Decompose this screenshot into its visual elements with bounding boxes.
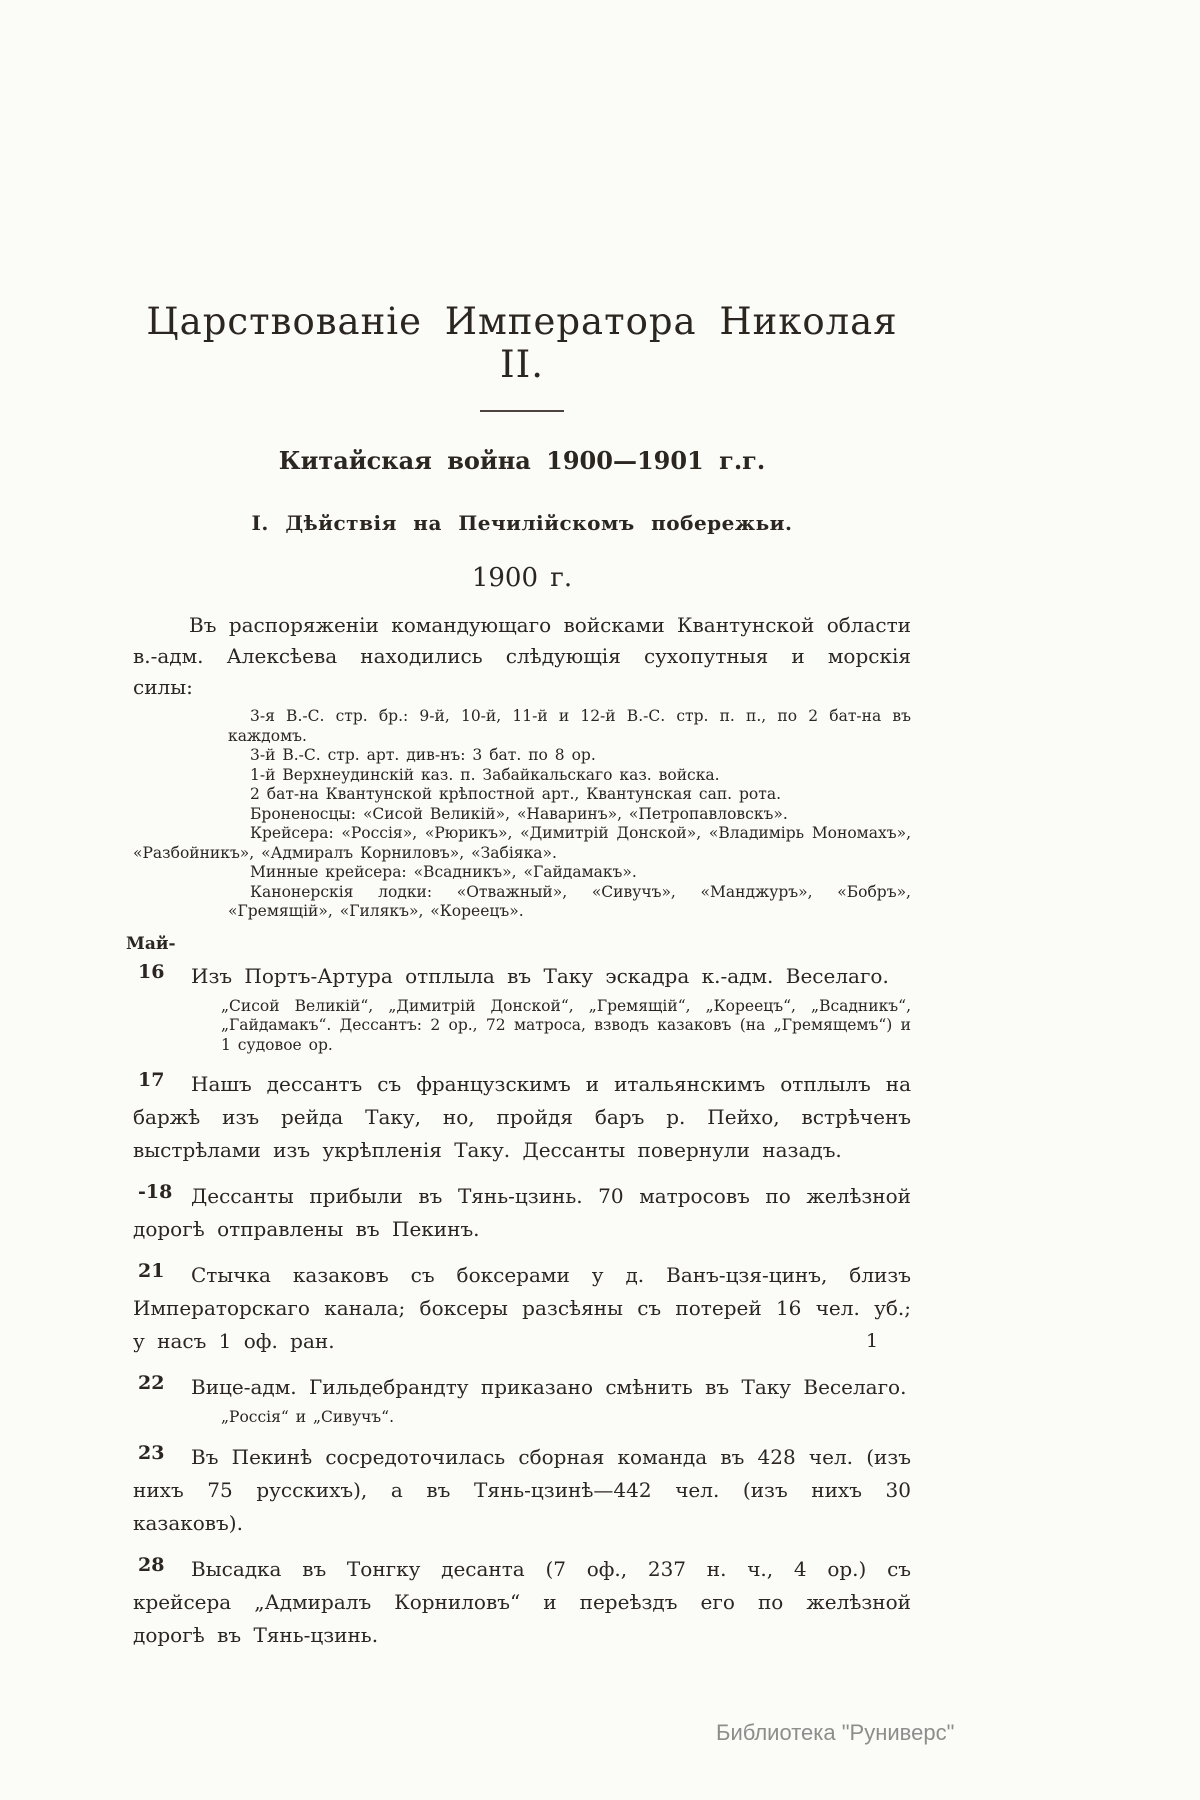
intro-paragraph: Въ распоряженіи командующаго войсками Квантунской области в.-адм. Алексѣева находились слѣдующія сухопутныя и морскія силы: [133, 613, 911, 699]
library-watermark: Библиотека "Руниверс" [716, 1720, 955, 1745]
chronicle-entry [133, 1068, 911, 1167]
month-label: Май- [126, 933, 176, 954]
entry-day: 22 [138, 1372, 165, 1394]
chronicle-entry [133, 1180, 911, 1246]
chronicle-entry [133, 1371, 911, 1428]
title-divider [480, 410, 564, 412]
entry-day: 28 [138, 1553, 165, 1576]
year-heading: 1900 г. [471, 563, 573, 593]
entry-text: Вице-адм. Гильдебрандту приказано смѣнить въ Таку Веселаго. [191, 1375, 907, 1399]
force-item: 1-й Верхнеудинскій каз. п. Забайкальскаго каз. войска. [250, 765, 720, 784]
force-item: 3-й В.-С. стр. арт. див-нъ: 3 бат. по 8 ор. [250, 746, 596, 764]
entry-day: 23 [138, 1441, 165, 1464]
entry-text: Дессанты прибыли въ Тянь-цзинь. 70 матросовъ по желѣзной дорогѣ отправлены въ Пекинъ. [133, 1184, 911, 1241]
force-item: Канонерскія лодки: «Отважный», «Сивучъ», «Манджуръ», «Бобръ», «Гремящій», «Гилякъ», «Кореецъ». [228, 882, 911, 920]
content-column [126, 300, 911, 1665]
forces-list [133, 707, 911, 922]
entry-day: 16 [138, 960, 165, 983]
chronicle-entry [133, 1259, 911, 1358]
force-item: Крейсера: «Россія», «Рюрикъ», «Димитрій Донской», «Владимірь Мономахъ», «Разбойникъ», «Адмиралъ Корниловъ», «Забіяка». [133, 824, 911, 862]
entry-note: „Россія“ и „Сивучъ“. [221, 1408, 395, 1426]
entry-text: Высадка въ Тонгку десанта (7 оф., 237 н. ч., 4 ор.) съ крейсера „Адмиралъ Корниловъ“ и переѣздъ его по желѣзной дорогѣ въ Тянь-цзинь. [133, 1556, 911, 1647]
entry-day: 17 [138, 1069, 165, 1091]
chronicle-entry [133, 960, 911, 1056]
chronicle-entry [133, 1553, 911, 1652]
entry-text: Изъ Портъ-Артура отплыла въ Таку эскадра к.-адм. Веселаго. [191, 963, 889, 988]
section-heading: I. Дѣйствія на Печилійскомъ побережьи. [251, 511, 793, 535]
page-number: 1 [866, 1330, 879, 1352]
page-title: Царствованіе Императора Николая II. [146, 300, 898, 386]
force-item: 3-я В.-С. стр. бр.: 9-й, 10-й, 11-й и 12-й В.-С. стр. п. п., по 2 бат-на въ каждомъ. [228, 707, 911, 745]
chronicle-entry [133, 1441, 911, 1540]
force-item: 2 бат-на Квантунской крѣпостной арт., Квантунская сап. рота. [250, 785, 782, 803]
entry-note: „Сисой Великій“, „Димитрій Донской“, „Гремящій“, „Кореецъ“, „Всадникъ“, „Гайдамакъ“. Дессантъ: 2 ор., 72 матроса, взводъ казаковъ (на „Гремящемъ“) и 1 судовое ор. [221, 996, 911, 1054]
entry-day: 21 [138, 1260, 165, 1282]
entry-day: -18 [138, 1181, 173, 1203]
entry-text: Въ Пекинѣ сосредоточилась сборная команда въ 428 чел. (изъ нихъ 75 русскихъ), а въ Тянь-цзинѣ—442 чел. (изъ нихъ 30 казаковъ). [133, 1444, 911, 1535]
war-heading: Китайская война 1900—1901 г.г. [278, 446, 766, 475]
entry-text: Нашъ дессантъ съ французскимъ и итальянскимъ отплылъ на баржѣ изъ рейда Таку, но, пройдя баръ р. Пейхо, встрѣченъ выстрѣлами изъ укрѣпленія Таку. Дессанты повернули назадъ. [133, 1072, 911, 1162]
force-item: Броненосцы: «Сисой Великій», «Наваринъ», «Петропавловскъ». [250, 804, 788, 823]
entry-text: Стычка казаковъ съ боксерами у д. Ванъ-цзя-цинъ, близъ Императорскаго канала; боксеры разсѣяны съ потерей 16 чел. уб.; у насъ 1 оф. ран. [133, 1263, 911, 1353]
force-item: Минные крейсера: «Всадникъ», «Гайдамакъ». [250, 863, 637, 881]
